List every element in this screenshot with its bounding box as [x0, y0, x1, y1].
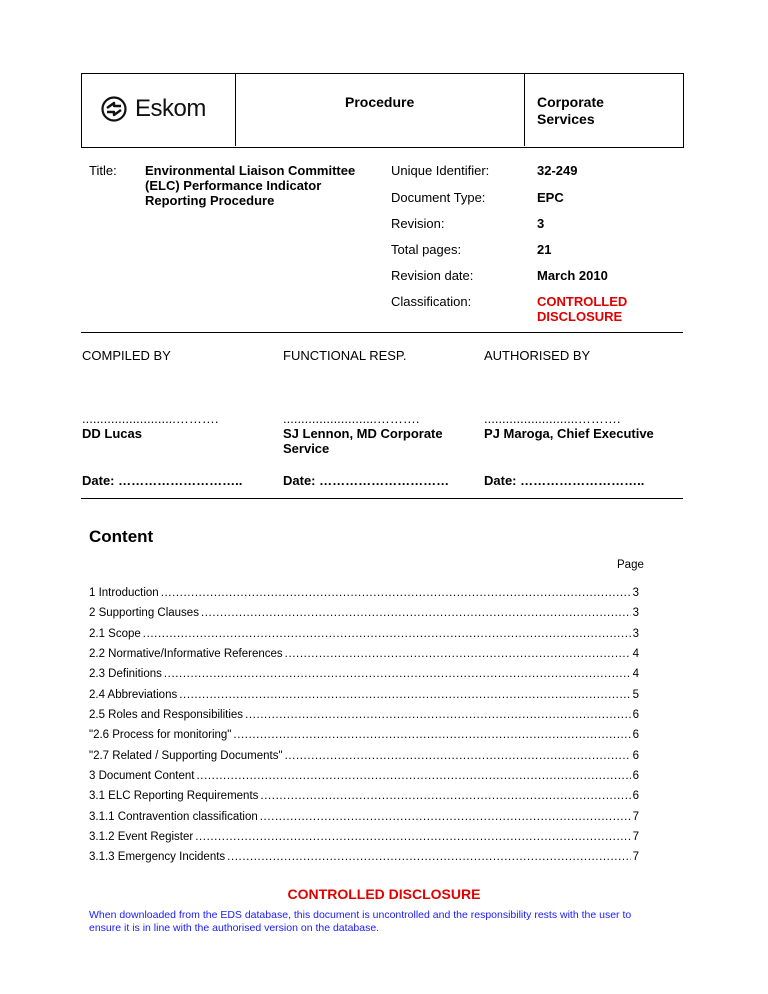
toc-entry-title: 3.1 ELC Reporting Requirements	[89, 790, 259, 802]
toc-entry[interactable]	[89, 729, 639, 745]
toc-leader	[143, 628, 631, 640]
toc-leader	[285, 750, 631, 762]
divider-top	[81, 332, 683, 333]
meta-value-revision: 3	[537, 216, 545, 231]
header-divider-2	[524, 73, 525, 146]
authorised-date: Date: ………………………..	[484, 473, 645, 488]
toc-entry-page: 4	[632, 668, 639, 680]
toc-entry-title: 2.1 Scope	[89, 628, 141, 640]
toc-leader	[201, 607, 631, 619]
toc-entry-title: 2 Supporting Clauses	[89, 607, 199, 619]
logo-wordmark: Eskom	[135, 95, 206, 122]
functional-date: Date: …………………………	[283, 473, 450, 488]
toc-entry-title: "2.7 Related / Supporting Documents"	[89, 750, 283, 762]
compiled-by-header: COMPILED BY	[82, 348, 171, 363]
toc-entry-page: 6	[632, 750, 639, 762]
toc-entry-title: 1 Introduction	[89, 587, 159, 599]
meta-label-total-pages: Total pages:	[391, 242, 462, 257]
toc-leader	[195, 831, 630, 843]
functional-resp-name: SJ Lennon, MD Corporate Service	[283, 426, 443, 456]
toc-leader	[285, 648, 631, 660]
functional-resp-header: FUNCTIONAL RESP.	[283, 348, 407, 363]
meta-label-revision-date: Revision date:	[391, 268, 474, 283]
toc-entry[interactable]	[89, 750, 639, 766]
toc-leader	[260, 790, 630, 802]
toc-leader	[161, 587, 631, 599]
toc-entry-page: 7	[632, 851, 639, 863]
toc-entry[interactable]	[89, 648, 639, 664]
toc-entry-page: 4	[632, 648, 639, 660]
meta-label-unique-identifier: Unique Identifier:	[391, 163, 490, 178]
toc-entry[interactable]	[89, 607, 639, 623]
toc-entry-title: 2.2 Normative/Informative References	[89, 648, 283, 660]
toc-entry-page: 6	[632, 729, 639, 741]
toc-entry-page: 3	[632, 628, 639, 640]
meta-value-total-pages: 21	[537, 242, 552, 257]
toc-entry[interactable]	[89, 831, 639, 847]
divider-bottom	[81, 498, 683, 499]
toc-entry[interactable]	[89, 587, 639, 603]
toc-leader	[245, 709, 631, 721]
toc-entry[interactable]	[89, 811, 639, 827]
toc-entry-title: 3.1.1 Contravention classification	[89, 811, 258, 823]
meta-value-document-type: EPC	[537, 190, 564, 205]
toc-leader	[227, 851, 630, 863]
toc-entry-title: 2.5 Roles and Responsibilities	[89, 709, 244, 721]
toc-leader	[164, 668, 631, 680]
header-divider-1	[235, 73, 236, 146]
toc-entry-page: 3	[632, 607, 639, 619]
meta-value-revision-date: March 2010	[537, 268, 608, 283]
toc-entry[interactable]	[89, 668, 639, 684]
toc-entry[interactable]	[89, 628, 639, 644]
toc-entry-title: 3.1.3 Emergency Incidents	[89, 851, 226, 863]
toc-entry-title: 3.1.2 Event Register	[89, 831, 194, 843]
toc-leader	[233, 729, 630, 741]
toc-entry[interactable]	[89, 709, 639, 725]
meta-label-document-type: Document Type:	[391, 190, 486, 205]
toc-leader	[179, 689, 630, 701]
meta-value-classification: CONTROLLED DISCLOSURE	[537, 294, 628, 324]
toc-page-column-label: Page	[617, 559, 644, 571]
toc-entry-page: 3	[632, 587, 639, 599]
toc-entry[interactable]	[89, 790, 639, 806]
toc-entry[interactable]	[89, 689, 639, 705]
procedure-label: Procedure	[345, 94, 415, 110]
department-label: Corporate Services	[537, 94, 604, 127]
meta-label-revision: Revision:	[391, 216, 445, 231]
meta-label-classification: Classification:	[391, 294, 472, 309]
toc-entry-page: 6	[632, 790, 639, 802]
compiled-date: Date: ………………………..	[82, 473, 243, 488]
footer-notice: When downloaded from the EDS database, this document is uncontrolled and the responsibility rests with the user to ensure it is in line with the authorised version on the database.	[89, 909, 632, 934]
authorised-by-header: AUTHORISED BY	[484, 348, 591, 363]
toc-entry-page: 7	[632, 811, 639, 823]
meta-value-unique-identifier: 32-249	[537, 163, 578, 178]
eskom-logo	[101, 92, 217, 126]
document-title: Environmental Liaison Committee (ELC) Performance Indicator Reporting Procedure	[145, 163, 356, 208]
toc-entry-title: 3 Document Content	[89, 770, 195, 782]
toc-entry-page: 6	[632, 709, 639, 721]
toc-entry-title: 2.4 Abbreviations	[89, 689, 178, 701]
toc-entry-title: "2.6 Process for monitoring"	[89, 729, 232, 741]
toc-entry-title: 2.3 Definitions	[89, 668, 162, 680]
toc-entry-page: 6	[632, 770, 639, 782]
authorised-by-name: PJ Maroga, Chief Executive	[484, 426, 654, 441]
eskom-emblem-icon	[101, 96, 127, 122]
content-heading: Content	[89, 527, 154, 546]
toc-entry-page: 7	[632, 831, 639, 843]
toc-leader	[196, 770, 630, 782]
footer-classification: CONTROLLED DISCLOSURE	[287, 886, 481, 902]
title-label: Title:	[89, 163, 117, 178]
toc-entry[interactable]	[89, 851, 639, 867]
toc-entry[interactable]	[89, 770, 639, 786]
authorised-signature-line: ..........................……….	[484, 411, 621, 426]
compiled-by-name: DD Lucas	[82, 426, 142, 441]
toc-leader	[260, 811, 631, 823]
functional-signature-line: ..........................……….	[283, 411, 420, 426]
compiled-signature-line: ..........................……….	[82, 411, 219, 426]
toc-entry-page: 5	[632, 689, 639, 701]
